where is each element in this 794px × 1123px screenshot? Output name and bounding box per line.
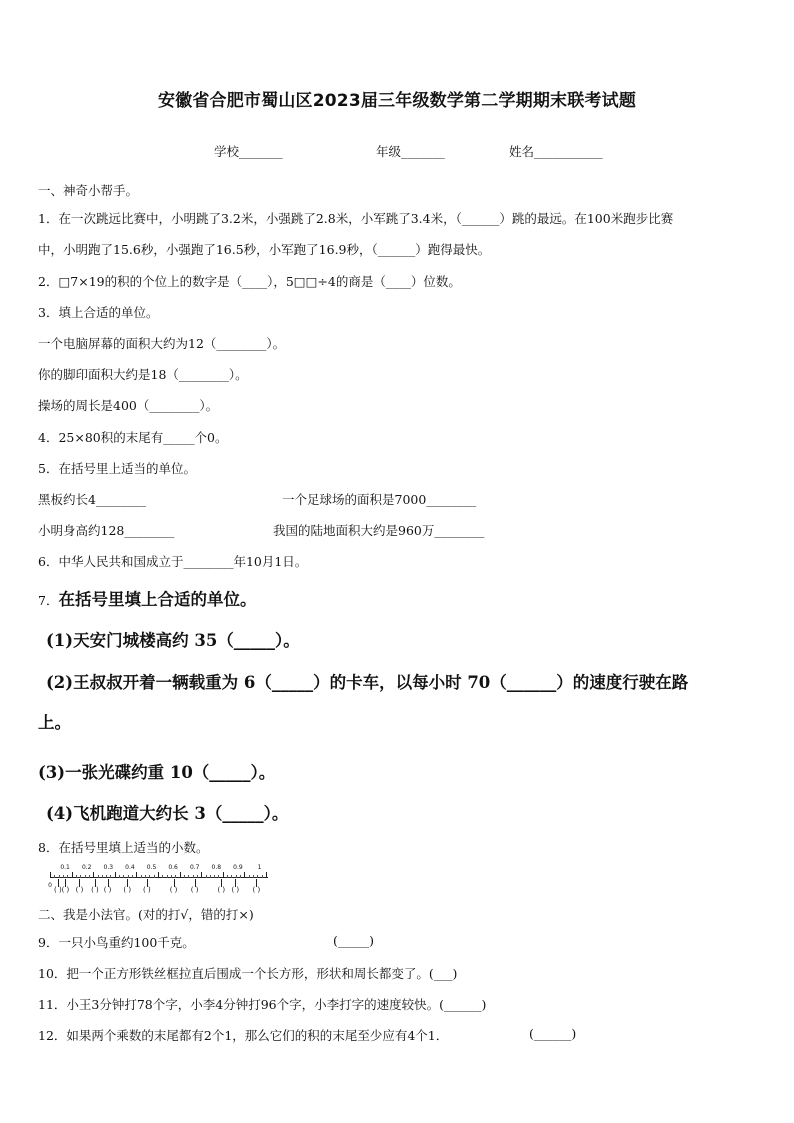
question-5: 5．在括号里上适当的单位。 [38,461,196,476]
number-line-tick-label: 0.1 [60,864,70,871]
number-line-minor-tick [184,875,185,878]
number-line-minor-tick [249,875,250,878]
number-line-minor-tick [149,875,150,878]
question-10: 10．把一个正方形铁丝框拉直后围成一个长方形，形状和周长都变了。(___) [38,966,458,981]
page-title: 安徽省合肥市蜀山区2023届三年级数学第二学期期末联考试题 [157,91,637,111]
number-line-tick-label: 0.6 [168,864,178,871]
number-line-minor-tick [123,875,124,878]
question-7-c: (3)一张光碟约重 10（_____）。 [38,763,276,782]
number-line-minor-tick [141,875,142,878]
number-line-minor-tick [63,875,64,878]
question-5-a: 黑板约长4________ [38,492,146,507]
number-line-major-tick [201,872,202,878]
number-line-minor-tick [175,875,176,878]
question-7-text: 在括号里填上合适的单位。 [58,590,257,609]
number-line-tick-label: 0.3 [103,864,114,871]
number-line-minor-tick [119,875,120,878]
question-7-a: (1)天安门城楼高约 35（_____）。 [46,631,300,650]
school-field: 学校_______ [214,144,283,159]
question-3: 3．填上合适的单位。 [38,305,159,320]
question-12-answer-blank: (______) [529,1026,577,1041]
number-line-answer-blank: ( ) [217,886,226,894]
number-line-minor-tick [80,875,81,878]
number-line-minor-tick [253,875,254,878]
question-6: 6．中华人民共和国成立于________年10月1日。 [38,554,308,569]
number-line-minor-tick [98,875,99,878]
number-line-minor-tick [240,875,241,878]
number-line-minor-tick [59,875,60,878]
number-line-minor-tick [102,875,103,878]
section-heading-2: 二、我是小法官。(对的打√，错的打×) [38,907,254,922]
number-line-minor-tick [76,875,77,878]
question-5-b: 一个足球场的面积是7000________ [282,492,477,507]
number-line-answer-blank: ( ) [252,886,261,894]
number-line-minor-tick [171,875,172,878]
number-line-minor-tick [154,875,155,878]
number-line-answer-blank: ( ) [61,886,70,894]
question-3-b: 你的脚印面积大约是18（________）。 [38,367,248,382]
number-line-answer-blank: ( ) [190,886,199,894]
number-line-minor-tick [128,875,129,878]
number-line-minor-tick [188,875,189,878]
number-line-major-tick [136,872,137,878]
number-line-minor-tick [206,875,207,878]
number-line-major-tick [158,872,159,878]
number-line-major-tick [180,872,181,878]
number-line-minor-tick [236,875,237,878]
number-line-tick-label: 0.7 [189,864,200,871]
number-line-major-tick [72,872,73,878]
number-line-major-tick [115,872,116,878]
section-heading-1: 一、神奇小帮手。 [38,183,139,198]
number-line-minor-tick [67,875,68,878]
number-line-minor-tick [262,875,263,878]
number-line-minor-tick [214,875,215,878]
question-1-line-2: 中，小明跑了15.6秒，小强跑了16.5秒，小军跑了16.9秒，（______）跑得最快。 [38,242,491,257]
number-line-minor-tick [218,875,219,878]
number-line-minor-tick [197,875,198,878]
question-1-line-1: 1．在一次跳远比赛中，小明跳了3.2米，小强跳了2.8米，小军跳了3.4米，（______）跳的最远。在100米跑步比赛 [38,211,674,226]
question-5-d: 我国的陆地面积大约是960万________ [273,523,485,538]
number-line-answer-blank: ( ) [91,886,99,894]
question-3-a: 一个电脑屏幕的面积大约为12（________）。 [38,336,286,351]
question-12: 12．如果两个乘数的末尾都有2个1，那么它们的积的末尾至少应有4个1． [38,1028,449,1043]
question-7 [38,586,256,610]
question-7-b-line-1: (2)王叔叔开着一辆载重为 6（_____）的卡车，以每小时 70（______）的速度行驶在路 [46,673,689,692]
number-line-answer-blank: ( ) [123,886,132,894]
number-line-tick-label: 0.9 [233,864,243,871]
number-line-answer-blank: ( ) [103,886,112,894]
question-11: 11．小王3分钟打78个字，小李4分钟打96个字，小李打字的速度较快。(______) [38,997,487,1012]
question-7-d: (4)飞机跑道大约长 3（_____）。 [46,804,289,823]
question-2: 2．□7×19的积的个位上的数字是（____），5□□÷4的商是（____）位数。 [38,274,461,289]
question-3-c: 操场的周长是400（________）。 [38,398,219,413]
question-4: 4．25×80积的末尾有_____个0。 [38,430,228,445]
number-line-answer-blank: ( ) [54,886,62,894]
number-line-minor-tick [106,875,107,878]
question-9-answer-blank: (_____) [333,933,375,948]
number-line-minor-tick [167,875,168,878]
number-line-minor-tick [227,875,228,878]
number-line-minor-tick [54,875,55,878]
grade-field: 年级_______ [376,144,445,159]
question-7-number: 7． [38,593,59,608]
number-line-tick-label: 0.4 [125,864,135,871]
number-line-answer-blank: ( ) [143,886,151,894]
number-line-minor-tick [210,875,211,878]
number-line-answer-blank: ( ) [169,886,178,894]
number-line-major-tick [93,872,94,878]
number-line-tick-label: 1 [257,864,262,871]
number-line-major-tick [223,872,224,878]
number-line-minor-tick [193,875,194,878]
number-line-minor-tick [132,875,133,878]
number-line-major-tick [50,872,51,878]
number-line-minor-tick [110,875,111,878]
question-5-c: 小明身高约128________ [38,523,175,538]
number-line-minor-tick [85,875,86,878]
number-line-zero-label: 0 [48,882,52,889]
number-line-tick-label: 0.2 [81,864,92,871]
question-7-b-line-2: 上。 [38,713,71,732]
name-field: 姓名___________ [509,144,603,159]
number-line-major-tick [266,872,267,878]
number-line-minor-tick [89,875,90,878]
number-line-minor-tick [231,875,232,878]
number-line-answer-blank: ( ) [75,886,84,894]
question-8: 8．在括号里填上适当的小数。 [38,840,209,855]
number-line [46,864,276,900]
number-line-major-tick [244,872,245,878]
number-line-minor-tick [145,875,146,878]
question-9: 9．一只小鸟重约100千克。 [38,935,195,950]
number-line-answer-blank: ( ) [231,886,240,894]
number-line-tick-label: 0.8 [211,864,222,871]
number-line-tick-label: 0.5 [146,864,157,871]
number-line-minor-tick [162,875,163,878]
number-line-minor-tick [257,875,258,878]
